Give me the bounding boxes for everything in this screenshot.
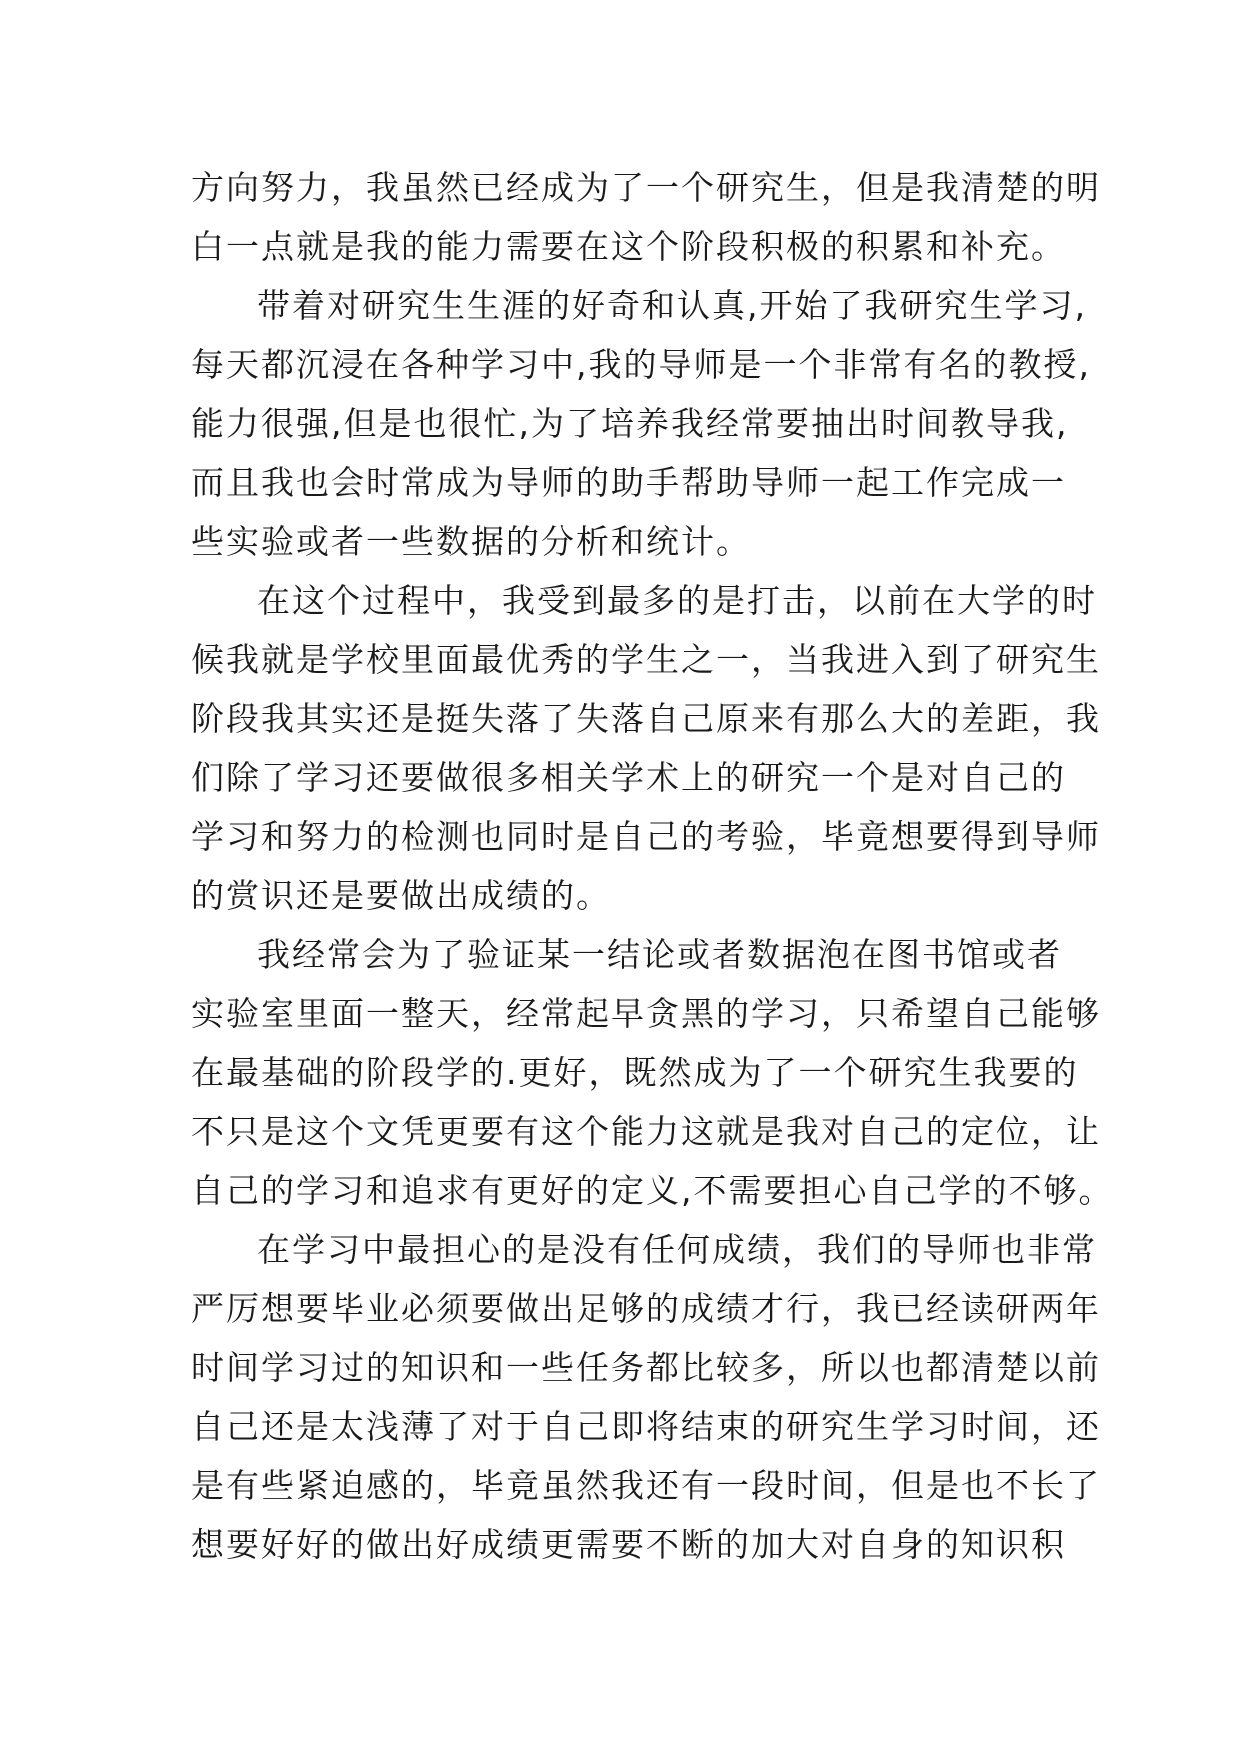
paragraph-start-line: 在这个过程中，我受到最多的是打击，以前在大学的时: [257, 581, 1097, 620]
paragraph-start-line: 我经常会为了验证某一结论或者数据泡在图书馆或者: [257, 935, 1062, 974]
text-line: 们除了学习还要做很多相关学术上的研究一个是对自己的: [191, 758, 1066, 797]
text-line: 些实验或者一些数据的分析和统计。: [191, 522, 751, 561]
text-line: 而且我也会时常成为导师的助手帮助导师一起工作完成一: [191, 463, 1066, 502]
text-line: 的赏识还是要做出成绩的。: [191, 876, 611, 915]
text-line: 白一点就是我的能力需要在这个阶段积极的积累和补充。: [191, 227, 1066, 266]
text-line: 严厉想要毕业必须要做出足够的成绩才行，我已经读研两年: [191, 1289, 1101, 1328]
text-line: 阶段我其实还是挺失落了失落自己原来有那么大的差距，我: [191, 699, 1101, 738]
text-line: 想要好好的做出好成绩更需要不断的加大对自身的知识积: [191, 1525, 1066, 1564]
text-line: 能力很强,但是也很忙,为了培养我经常要抽出时间教导我,: [191, 404, 1069, 443]
text-line: 自己还是太浅薄了对于自己即将结束的研究生学习时间，还: [191, 1407, 1101, 1446]
text-line: 不只是这个文凭更要有这个能力这就是我对自己的定位，让: [191, 1112, 1101, 1151]
text-line: 在最基础的阶段学的.更好，既然成为了一个研究生我要的: [191, 1053, 1079, 1092]
text-line: 是有些紧迫感的，毕竟虽然我还有一段时间，但是也不长了: [191, 1466, 1101, 1505]
text-line: 实验室里面一整天，经常起早贪黑的学习，只希望自己能够: [191, 994, 1101, 1033]
paragraph-start-line: 带着对研究生生涯的好奇和认真,开始了我研究生学习,: [257, 286, 1087, 325]
text-line: 自己的学习和追求有更好的定义,不需要担心自己学的不够。: [191, 1171, 1114, 1210]
text-line: 候我就是学校里面最优秀的学生之一，当我进入到了研究生: [191, 640, 1101, 679]
text-line: 学习和努力的检测也同时是自己的考验，毕竟想要得到导师: [191, 817, 1101, 856]
document-body: [191, 158, 1114, 1574]
text-line: 方向努力，我虽然已经成为了一个研究生，但是我清楚的明: [191, 168, 1101, 207]
text-line: 时间学习过的知识和一些任务都比较多，所以也都清楚以前: [191, 1348, 1101, 1387]
text-line: 每天都沉浸在各种学习中,我的导师是一个非常有名的教授,: [191, 345, 1091, 384]
paragraph-start-line: 在学习中最担心的是没有任何成绩，我们的导师也非常: [257, 1230, 1097, 1269]
